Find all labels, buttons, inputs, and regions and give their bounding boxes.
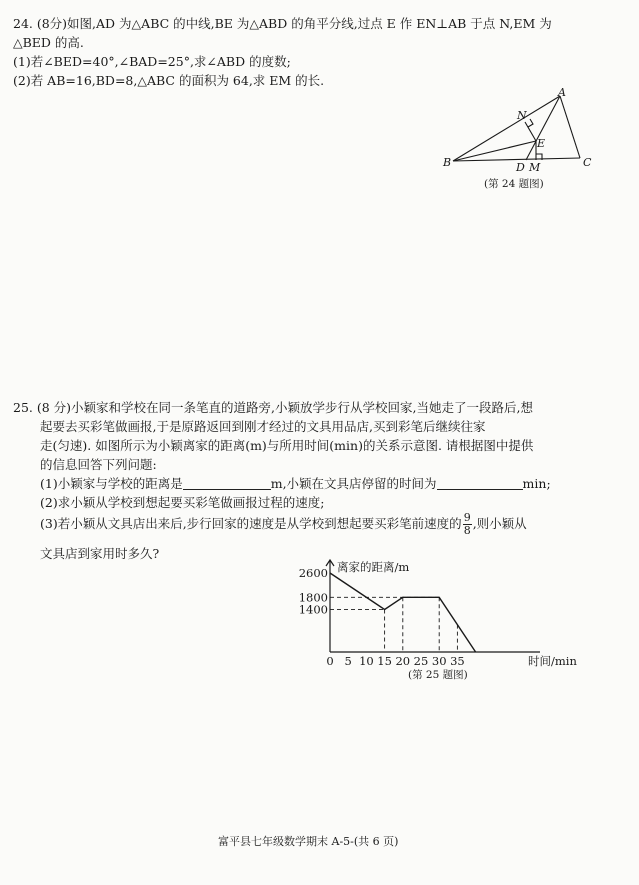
answer-blank-distance[interactable] bbox=[183, 476, 271, 490]
x-tick-label: 5 bbox=[344, 654, 352, 668]
q24-part2: (2)若 AB=16,BD=8,△ABC 的面积为 64,求 EM 的长. bbox=[13, 73, 325, 88]
q24-stem-line2: △BED 的高. bbox=[13, 35, 84, 50]
q25-part1-text-b: m,小颖在文具店停留的时间为 bbox=[270, 476, 437, 491]
q24-triangle-figure bbox=[440, 86, 610, 186]
x-tick-label: 0 bbox=[326, 654, 334, 668]
q25-part1-text-c: min; bbox=[522, 476, 551, 491]
y-tick-label: 1400 bbox=[298, 602, 328, 617]
segment-ac bbox=[560, 96, 580, 158]
label-point-m: M bbox=[529, 161, 541, 174]
fraction-numerator: 9 bbox=[463, 511, 471, 524]
x-tick-label: 30 bbox=[431, 654, 447, 668]
label-point-e: E bbox=[537, 137, 546, 150]
x-tick-label: 20 bbox=[395, 654, 411, 668]
y-tick-label: 2600 bbox=[298, 566, 328, 580]
q25-stem-line3: 走(匀速). 如图所示为小颖离家的距离(m)与所用时间(min)的关系示意图. 请根据图中提供 bbox=[40, 438, 534, 453]
q25-part1-text-a: (1)小颖家与学校的距离是 bbox=[40, 476, 183, 491]
right-angle-mark-n bbox=[528, 119, 533, 127]
label-point-b: B bbox=[443, 156, 452, 169]
speed-ratio-fraction bbox=[463, 512, 472, 537]
label-point-n: N bbox=[517, 109, 527, 122]
q25-part3-cont: 文具店到家用时多久? bbox=[40, 546, 160, 561]
label-point-c: C bbox=[583, 156, 592, 169]
fraction-denominator: 8 bbox=[463, 524, 471, 537]
q25-stem-line2: 起要去买彩笔做画报,于是原路返回到刚才经过的文具用品店,买到彩笔后继续往家 bbox=[40, 419, 486, 434]
q24-stem-line1: 24. (8分)如图,AD 为△ABC 的中线,BE 为△ABD 的角平分线,过点 E 作 EN⊥AB 于点 N,EM 为 bbox=[13, 16, 552, 31]
q25-stem-line4: 的信息回答下列问题: bbox=[40, 457, 157, 472]
answer-blank-stay-time[interactable] bbox=[437, 476, 523, 490]
segment-ad bbox=[526, 96, 560, 160]
q25-part3 bbox=[40, 512, 527, 537]
y-axis-label: 离家的距离/m bbox=[337, 560, 410, 574]
x-axis-label: 时间/min bbox=[528, 654, 577, 668]
x-tick-label: 35 bbox=[450, 654, 465, 668]
x-tick-label: 25 bbox=[413, 654, 429, 668]
q25-part1 bbox=[40, 474, 551, 493]
q25-figure-caption: (第 25 题图) bbox=[408, 669, 468, 681]
segment-ab bbox=[453, 96, 560, 161]
label-point-d: D bbox=[516, 161, 525, 174]
segment-be bbox=[453, 141, 536, 161]
q24-figure-caption: (第 24 题图) bbox=[484, 178, 544, 190]
q25-distance-time-chart bbox=[296, 556, 596, 671]
label-point-a: A bbox=[558, 86, 566, 99]
q25-part2: (2)求小颖从学校到想起要买彩笔做画报过程的速度; bbox=[40, 495, 325, 510]
q25-stem-line1: 25. (8 分)小颖家和学校在同一条笔直的道路旁,小颖放学步行从学校回家,当她走了一段路后,想 bbox=[13, 400, 533, 415]
q25-part3-text-b: ,则小颖从 bbox=[472, 516, 527, 531]
x-tick-label: 15 bbox=[377, 654, 392, 668]
y-tick-label: 1800 bbox=[298, 590, 328, 605]
q25-part3-text-a: (3)若小颖从文具店出来后,步行回家的速度是从学校到想起要买彩笔前速度的 bbox=[40, 516, 462, 531]
x-tick-label: 10 bbox=[359, 654, 374, 668]
q24-part1: (1)若∠BED=40°,∠BAD=25°,求∠ABD 的度数; bbox=[13, 54, 291, 69]
page-footer: 富平县七年级数学期末 A-5-(共 6 页) bbox=[218, 835, 399, 848]
segment-en bbox=[525, 122, 536, 141]
